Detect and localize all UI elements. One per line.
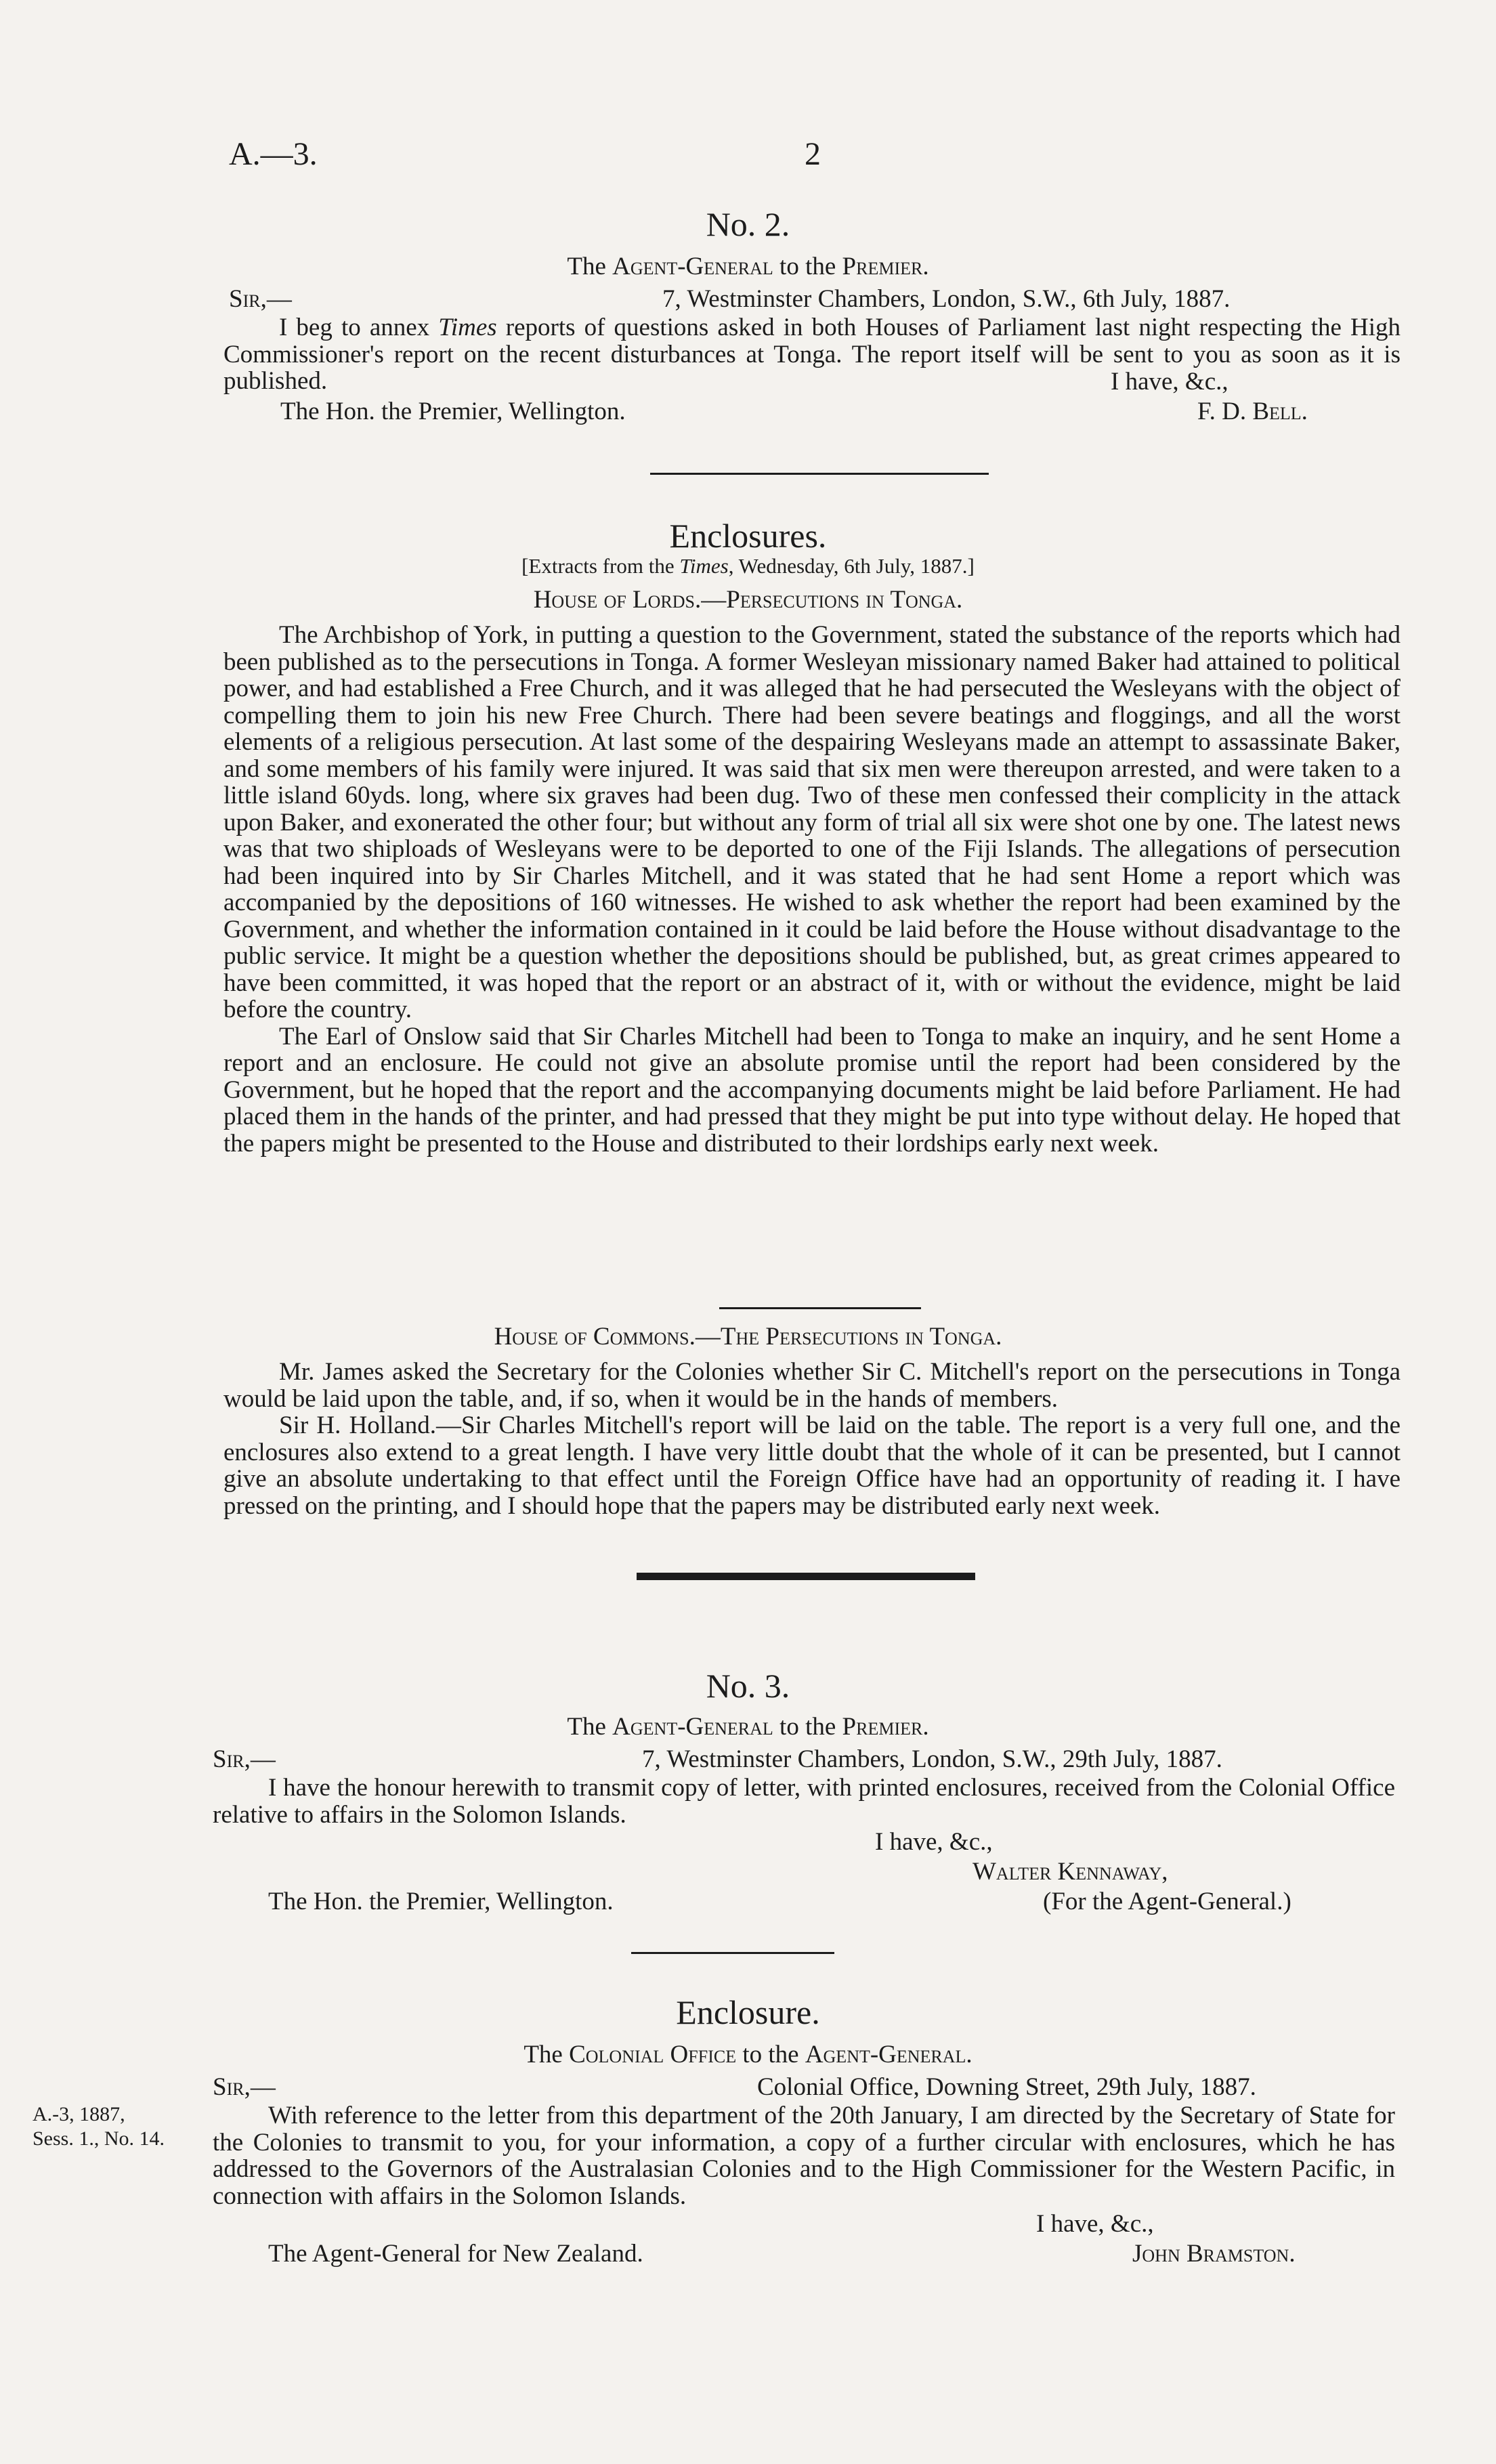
letter-3-number: No. 3. [706, 1667, 790, 1705]
enclosure-heading: The Colonial Office to the Agent-General. [523, 2041, 973, 2068]
house-of-lords-text [223, 622, 1401, 1157]
document-reference: A.—3. [229, 136, 318, 172]
enclosure-title: Enclosure. [676, 1993, 820, 2031]
commons-paragraph-2: Sir H. Holland.—Sir Charles Mitchell's report will be laid on the table. The report is a very full one, and the enclosures also extend to a great length. I have very little doubt that the whole of it can be presented, but I cannot give an absolute undertaking to that effect until the Foreign Office have had an opportunity of reading it. I have pressed on the printing, and I should hope that the papers may be distributed early next week. [223, 1411, 1401, 1520]
enclosure-closing: I have, &c., [1036, 2210, 1154, 2238]
letter-2-closing: I have, &c., [1111, 368, 1228, 396]
enclosure-signature: John Bramston. [1132, 2240, 1296, 2268]
letter-2-signature: F. D. Bell. [1197, 398, 1308, 425]
lords-paragraph-1: The Archbishop of York, in putting a question to the Government, stated the substance of the reports which had been published as to the persecutions in Tonga. A former Wesleyan missionary named Baker had attained to political power, and had established a Free Church, and it was alleged that he had persecuted the Wesleyans with the object of compelling them to join his new Free Church. There had been severe beatings and floggings, and all the worst elements of a religious persecution. At last some of the despairing Wesleyans made an attempt to assassinate Baker, and some members of his family were injured. It was said that six men were thereupon arrested, and were taken to a little island 60yds. long, where six graves had been dug. Two of these men confessed their complicity in the attack upon Baker, and exonerated the other four; but without any form of trial all six were shot one by one. The latest news was that two shiploads of Wesleyans were to be deported to one of the Fiji Islands. The allegations of persecution had been inquired into by Sir Charles Mitchell, and it was stated that he had sent Home a report which was accompanied by the depositions of 160 witnesses. He wished to ask whether the report had been examined by the Government, and whether the information contained in it could be laid before the House without disadvantage to the public service. It might be a question whether the depositions should be published, but, as great crimes appeared to have been committed, it was hoped that the report or an abstract of it, with or without the evidence, might be laid before the country. [223, 621, 1401, 1023]
letter-3-signature: Walter Kennaway, [973, 1858, 1168, 1886]
enclosure-address: Colonial Office, Downing Street, 29th July, 1887. [757, 2073, 1256, 2101]
letter-2-heading: The Agent-General to the Premier. [567, 253, 929, 280]
margin-reference: A.-3, 1887, Sess. 1., No. 14. [33, 2103, 165, 2150]
enclosure-salutation: Sir,— [213, 2073, 276, 2101]
enclosure-body: With reference to the letter from this department of the 20th January, I am directed by the Secretary of State for the Colonies to transmit to you, for your information, a copy of a further circular with enclosures, which he has addressed to the Governors of the Australasian Colonies and to the High Commissioner for the Western Pacific, in connection with affairs in the Solomon Islands. [213, 2102, 1395, 2210]
commons-paragraph-1: Mr. James asked the Secretary for the Colonies whether Sir C. Mitchell's report on the persecutions in Tonga would be laid upon the table, and, if so, when it would be in the hands of members. [223, 1358, 1401, 1413]
lords-paragraph-2: The Earl of Onslow said that Sir Charles Mitchell had been to Tonga to make an inquiry, and he sent Home a report and an enclosure. He could not give an absolute promise until the report had been considered by the Government, but he hoped that the report and the accompanying documents might be laid before Parliament. He had placed them in the hands of the printer, and had pressed that they might be put into type without delay. He hoped that the papers might be presented to the House and distributed to their lordships early next week. [223, 1022, 1401, 1157]
letter-2-address: 7, Westminster Chambers, London, S.W., 6th July, 1887. [662, 285, 1231, 313]
letter-3-addressee: The Hon. the Premier, Wellington. [268, 1888, 614, 1915]
house-of-commons-heading: House of Commons.—The Persecutions in Tonga. [494, 1323, 1002, 1351]
section-divider [650, 473, 989, 475]
house-of-commons-text [223, 1359, 1401, 1519]
section-divider [631, 1952, 834, 1954]
house-of-lords-heading: House of Lords.—Persecutions in Tonga. [533, 586, 963, 614]
heavy-section-divider [637, 1573, 975, 1580]
section-divider [719, 1307, 921, 1309]
letter-3-body: I have the honour herewith to transmit copy of letter, with printed enclosures, received from the Colonial Office relative to affairs in the Solomon Islands. [213, 1774, 1395, 1829]
letter-3-signature-note: (For the Agent-General.) [1043, 1888, 1291, 1915]
letter-3-address: 7, Westminster Chambers, London, S.W., 29th July, 1887. [642, 1745, 1222, 1773]
enclosure-addressee: The Agent-General for New Zealand. [268, 2240, 643, 2268]
page-number: 2 [805, 136, 821, 172]
letter-2-salutation: Sir,— [229, 285, 292, 313]
letter-3-salutation: Sir,— [213, 1745, 276, 1773]
letter-3-closing: I have, &c., [875, 1828, 993, 1856]
letter-2-number: No. 2. [706, 205, 790, 243]
letter-2-addressee: The Hon. the Premier, Wellington. [280, 398, 626, 425]
letter-3-heading: The Agent-General to the Premier. [567, 1713, 929, 1741]
letter-2-body: I beg to annex Times reports of questions asked in both Houses of Parliament last night respecting the High Commissioner's report on the recent disturbances at Tonga. The report itself will be sent to you as soon as it is published. [223, 314, 1401, 395]
extract-note: [Extracts from the Times, Wednesday, 6th July, 1887.] [521, 554, 975, 578]
enclosures-title: Enclosures. [669, 517, 827, 555]
